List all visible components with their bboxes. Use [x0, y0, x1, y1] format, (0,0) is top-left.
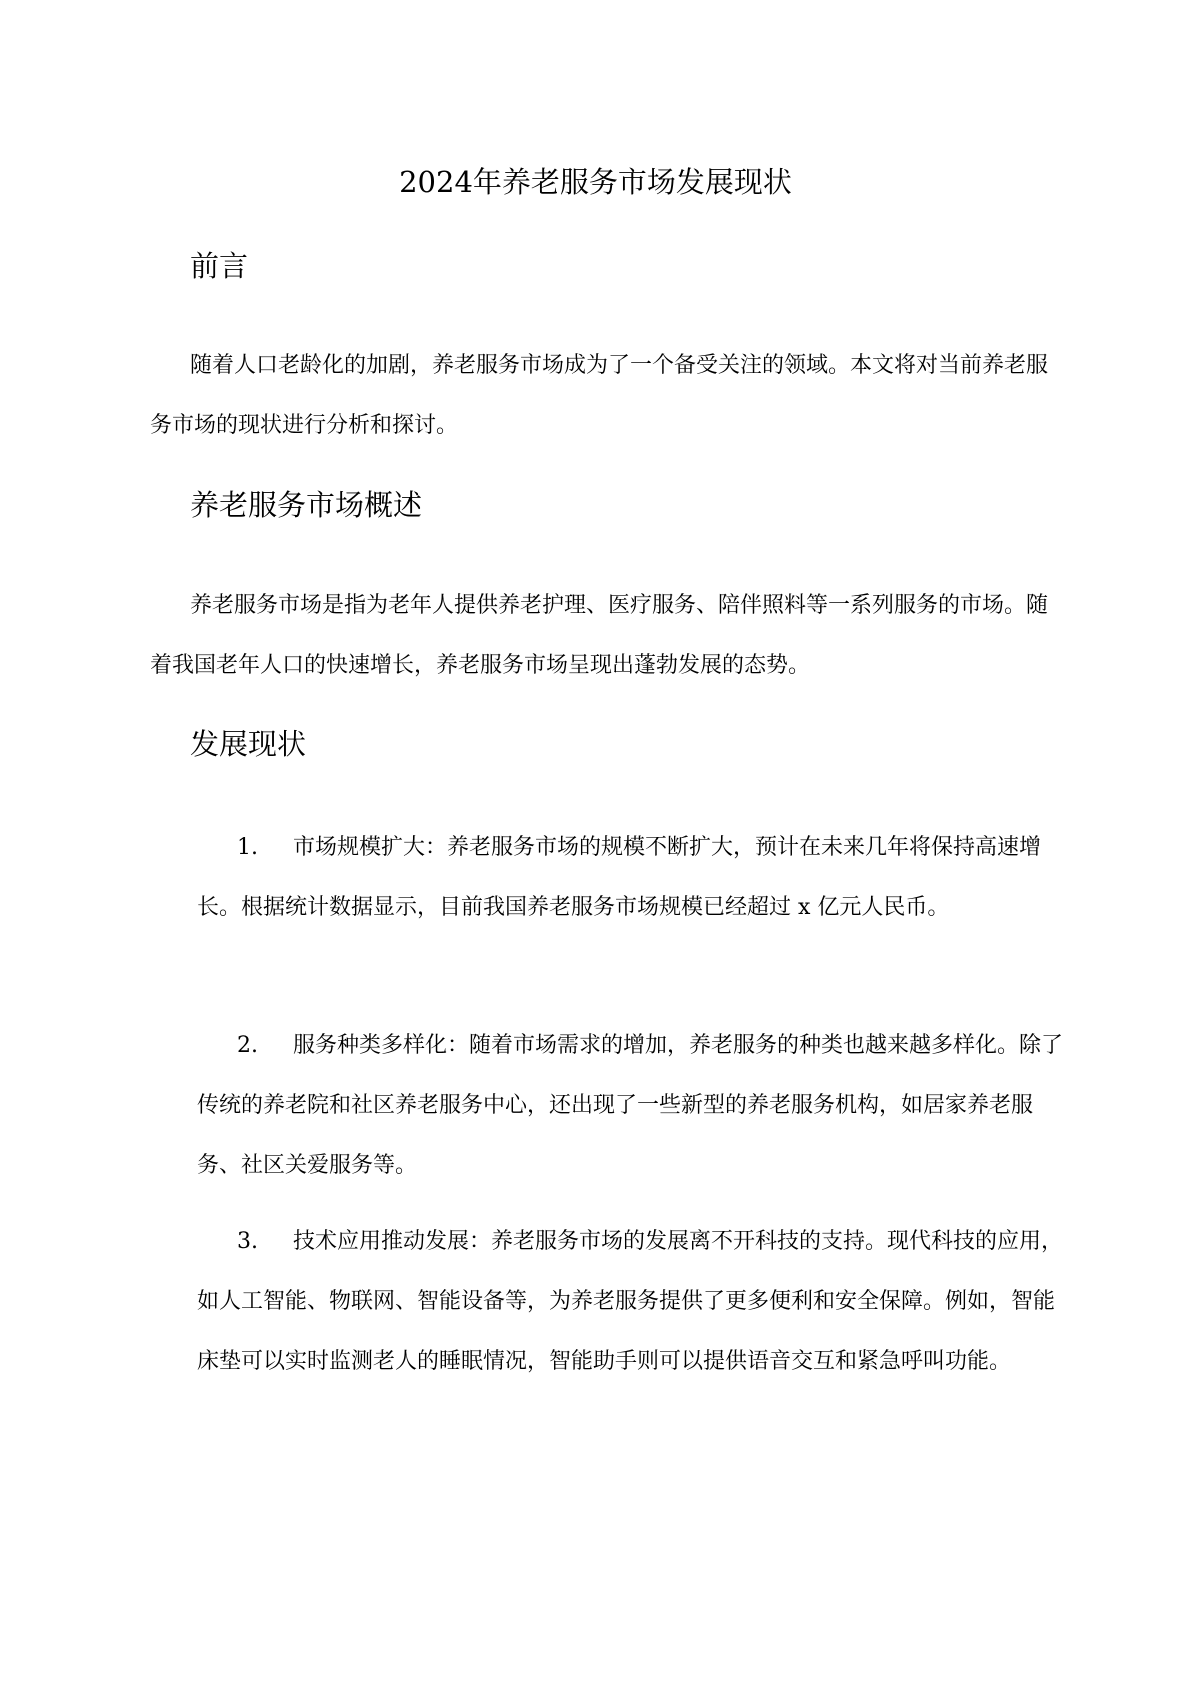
list-item-text: 服务种类多样化：随着市场需求的增加，养老服务的种类也越来越多样化。除了传统的养老院和社区养老服务中心，还出现了一些新型的养老服务机构，如居家养老服务、社区关爱服务等。 — [197, 1033, 1064, 1178]
list-item-text: 市场规模扩大：养老服务市场的规模不断扩大，预计在未来几年将保持高速增长。根据统计数据显示，目前我国养老服务市场规模已经超过 x 亿元人民币。 — [197, 835, 1042, 920]
list-item-text: 技术应用推动发展：养老服务市场的发展离不开科技的支持。现代科技的应用，如人工智能、物联网、智能设备等，为养老服务提供了更多便利和安全保障。例如，智能床垫可以实时监测老人的睡眠情况，智能助手则可以提供语音交互和紧急呼叫功能。 — [197, 1229, 1064, 1374]
section-heading-preface: 前言 — [190, 249, 249, 283]
section-heading-status: 发展现状 — [190, 727, 307, 761]
list-item-number: 2. — [237, 1033, 258, 1058]
document-title: 2024年养老服务市场发展现状 — [399, 165, 792, 199]
list-item-2 — [197, 1016, 1067, 1196]
list-item-number: 1. — [237, 835, 258, 860]
list-item-1 — [197, 818, 1067, 938]
list-item-number: 3. — [237, 1229, 258, 1254]
section-paragraph-overview: 养老服务市场是指为老年人提供养老护理、医疗服务、陪伴照料等一系列服务的市场。随着我国老年人口的快速增长，养老服务市场呈现出蓬勃发展的态势。 — [150, 593, 1049, 678]
list-item-3 — [197, 1212, 1067, 1392]
section-paragraph-preface: 随着人口老龄化的加剧，养老服务市场成为了一个备受关注的领域。本文将对当前养老服务市场的现状进行分析和探讨。 — [150, 353, 1049, 438]
section-heading-overview: 养老服务市场概述 — [190, 488, 423, 522]
